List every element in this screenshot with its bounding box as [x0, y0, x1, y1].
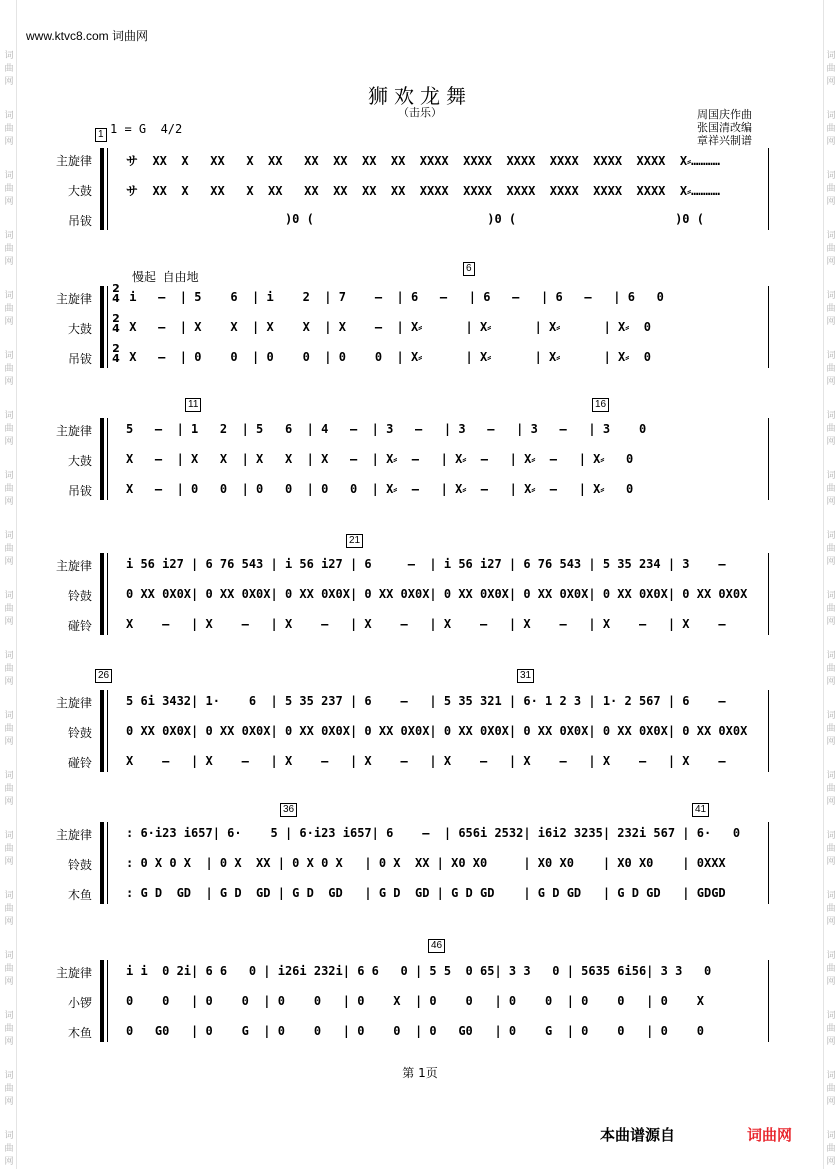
watermark-char: 词: [826, 1011, 836, 1021]
key-signature: 1 = G 4/2: [110, 122, 183, 136]
watermark-char: 词: [4, 471, 14, 481]
watermark-char: 曲: [4, 424, 14, 434]
watermark-char: 网: [4, 797, 14, 807]
measure-number: 26: [95, 669, 112, 683]
measure-number: 46: [428, 939, 445, 953]
watermark-char: 网: [4, 497, 14, 507]
instrument-label: 大鼓: [67, 184, 92, 198]
watermark-char: 曲: [4, 784, 14, 794]
system-brace: [100, 418, 107, 500]
system-brace: [100, 690, 107, 772]
watermark-char: 网: [4, 557, 14, 567]
watermark-char: 网: [826, 317, 836, 327]
instrument-label: 木鱼: [67, 888, 92, 902]
measure-number: 1: [95, 128, 107, 142]
instrument-label: 主旋律: [55, 696, 92, 710]
watermark-char: 曲: [826, 1144, 836, 1154]
watermark-char: 词: [4, 531, 14, 541]
watermark-char: 词: [4, 111, 14, 121]
watermark-char: 词: [4, 231, 14, 241]
page-title: 狮欢龙舞: [368, 84, 472, 108]
watermark-char: 曲: [4, 484, 14, 494]
watermark-char: 曲: [4, 124, 14, 134]
watermark-char: 词: [4, 1071, 14, 1081]
watermark-char: 词: [4, 591, 14, 601]
subtitle: （击乐）: [398, 106, 442, 119]
instrument-label: 大鼓: [67, 454, 92, 468]
system-line: [107, 148, 110, 230]
watermark-char: 曲: [826, 1084, 836, 1094]
measure-number: 36: [280, 803, 297, 817]
watermark-char: 词: [826, 171, 836, 181]
instrument-label: 大鼓: [67, 322, 92, 336]
watermark-char: 曲: [826, 604, 836, 614]
time-sig-num: 2: [112, 342, 120, 355]
watermark-char: 曲: [826, 124, 836, 134]
watermark-char: 网: [4, 677, 14, 687]
watermark-char: 网: [826, 977, 836, 987]
watermark-char: 网: [826, 917, 836, 927]
watermark-char: 曲: [826, 1024, 836, 1034]
watermark-char: 网: [4, 617, 14, 627]
watermark-char: 词: [826, 111, 836, 121]
watermark-char: 曲: [4, 904, 14, 914]
watermark-char: 词: [826, 351, 836, 361]
watermark-char: 词: [4, 51, 14, 61]
watermark-char: 曲: [826, 904, 836, 914]
watermark-char: 曲: [826, 784, 836, 794]
instrument-label: 主旋律: [55, 292, 92, 306]
watermark-char: 曲: [4, 544, 14, 554]
watermark-char: 曲: [4, 724, 14, 734]
watermark-char: 曲: [826, 184, 836, 194]
system-line: [107, 690, 110, 772]
watermark-char: 词: [4, 651, 14, 661]
watermark-char: 词: [826, 651, 836, 661]
instrument-label: 主旋律: [55, 424, 92, 438]
notation-line: X – | 0 0 | 0 0 | 0 0 | X⸗ | X⸗ | X⸗ | X⸗ 0: [122, 350, 651, 364]
instrument-label: 主旋律: [55, 154, 92, 168]
system-brace: [100, 148, 107, 230]
watermark-char: 网: [826, 1037, 836, 1047]
instrument-label: 小锣: [67, 996, 92, 1010]
watermark-char: 曲: [826, 304, 836, 314]
watermark-char: 词: [4, 351, 14, 361]
instrument-label: 碰铃: [67, 756, 92, 770]
system-line: [107, 553, 110, 635]
system-line: [107, 286, 110, 368]
watermark-char: 曲: [4, 1084, 14, 1094]
watermark-char: 网: [826, 677, 836, 687]
notation-line: i – | 5 6 | i 2 | 7 – | 6 – | 6 – | 6 – | 6 0: [122, 290, 664, 304]
watermark-char: 词: [4, 891, 14, 901]
system-line: [107, 418, 110, 500]
notation-line: i i 0 2i| 6 6 0 | i26i 232i| 6 6 0 | 5 5 0 65| 3 3 0 | 5635 6i56| 3 3 0: [126, 964, 712, 978]
watermark-char: 曲: [826, 724, 836, 734]
watermark-char: 词: [4, 411, 14, 421]
instrument-label: 木鱼: [67, 1026, 92, 1040]
watermark-char: 曲: [826, 424, 836, 434]
watermark-char: 词: [826, 471, 836, 481]
watermark-char: 网: [826, 77, 836, 87]
measure-number: 41: [692, 803, 709, 817]
watermark-char: 曲: [826, 364, 836, 374]
watermark-char: 网: [4, 257, 14, 267]
watermark-char: 词: [826, 531, 836, 541]
watermark-char: 词: [4, 1011, 14, 1021]
watermark-char: 词: [4, 831, 14, 841]
watermark-char: 曲: [826, 244, 836, 254]
watermark-char: 网: [826, 1157, 836, 1167]
instrument-label: 铃鼓: [67, 589, 92, 603]
watermark-char: 网: [4, 197, 14, 207]
watermark-char: 词: [4, 771, 14, 781]
watermark-char: 网: [826, 857, 836, 867]
notation-line: : 6·i23 i657| 6· 5 | 6·i23 i657| 6 – | 656i 2532| i6i2 3235| 232i 567 | 6· 0: [126, 826, 741, 840]
instrument-label: 主旋律: [55, 966, 92, 980]
notation-line: X – | X X | X X | X – | X⸗ – | X⸗ – | X⸗ – | X⸗ 0: [126, 452, 634, 466]
notation-line: : 0 X 0 X | 0 X XX | 0 X 0 X | 0 X XX | X0 X0 | X0 X0 | X0 X0 | 0XXX: [126, 856, 726, 870]
watermark-char: 网: [4, 317, 14, 327]
watermark-char: 词: [826, 291, 836, 301]
watermark-char: 词: [826, 951, 836, 961]
watermark-char: 词: [826, 891, 836, 901]
watermark-char: 词: [826, 1071, 836, 1081]
notation-line: 0 XX 0X0X| 0 XX 0X0X| 0 XX 0X0X| 0 XX 0X0X| 0 XX 0X0X| 0 XX 0X0X| 0 XX 0X0X| 0 XX 0X0X: [126, 587, 748, 601]
notation-line: X – | X – | X – | X – | X – | X – | X – | X –: [126, 617, 726, 631]
watermark-char: 网: [4, 77, 14, 87]
watermark-char: 曲: [4, 664, 14, 674]
instrument-label: 吊钹: [67, 484, 92, 498]
watermark-char: 词: [826, 771, 836, 781]
instrument-label: 吊钹: [67, 214, 92, 228]
watermark-char: 词: [826, 51, 836, 61]
arranger-credit: 张国清改编: [697, 121, 752, 134]
watermark-char: 曲: [4, 64, 14, 74]
time-signature: [112, 314, 120, 334]
instrument-label: 吊钹: [67, 352, 92, 366]
notation-line: )0 ( )0 ( )0 (: [126, 212, 704, 226]
instrument-label: 碰铃: [67, 619, 92, 633]
watermark-char: 词: [826, 231, 836, 241]
watermark-char: 曲: [4, 1024, 14, 1034]
watermark-char: 词: [826, 591, 836, 601]
composer-credit: 周国庆作曲: [697, 108, 752, 121]
system-line: [107, 822, 110, 904]
watermark-char: 曲: [826, 664, 836, 674]
watermark-char: 网: [826, 257, 836, 267]
watermark-char: 词: [4, 1131, 14, 1141]
watermark-char: 网: [4, 917, 14, 927]
time-sig-den: 4: [112, 322, 120, 335]
watermark-char: 曲: [826, 484, 836, 494]
system-line: [107, 960, 110, 1042]
watermark-char: 网: [4, 1157, 14, 1167]
watermark-char: 词: [4, 711, 14, 721]
notation-line: 5 – | 1 2 | 5 6 | 4 – | 3 – | 3 – | 3 – | 3 0: [126, 422, 647, 436]
time-sig-den: 4: [112, 292, 120, 305]
transcriber-credit: 章祥兴制谱: [697, 134, 752, 147]
watermark-char: 曲: [4, 1144, 14, 1154]
notation-line: 5 6i 3432| 1· 6 | 5 35 237 | 6 – | 5 35 321 | 6· 1 2 3 | 1· 2 567 | 6 –: [126, 694, 726, 708]
watermark-char: 词: [826, 1131, 836, 1141]
system-brace: [100, 822, 107, 904]
system-brace: [100, 960, 107, 1042]
measure-number: 16: [592, 398, 609, 412]
notation-line: 0 0 | 0 0 | 0 0 | 0 X | 0 0 | 0 0 | 0 0 | 0 X: [126, 994, 704, 1008]
measure-number: 21: [346, 534, 363, 548]
watermark-char: 曲: [826, 964, 836, 974]
watermark-char: 词: [4, 291, 14, 301]
watermark-char: 网: [4, 857, 14, 867]
watermark-char: 曲: [4, 964, 14, 974]
page-number: 第 1页: [402, 1066, 438, 1080]
notation-line: i 56 i27 | 6 76 543 | i 56 i27 | 6 – | i 56 i27 | 6 76 543 | 5 35 234 | 3 –: [126, 557, 726, 571]
watermark-char: 词: [826, 411, 836, 421]
brand-link[interactable]: 词曲网: [747, 1126, 793, 1144]
notation-line: サ XX X XX X XX XX XX XX XX XXXX XXXX XXXX XXXX XXXX XXXX X⸗…………: [126, 154, 720, 168]
watermark-char: 网: [4, 377, 14, 387]
watermark-char: 曲: [4, 844, 14, 854]
notation-line: X – | X X | X X | X – | X⸗ | X⸗ | X⸗ | X⸗ 0: [122, 320, 651, 334]
notation-line: : G D GD | G D GD | G D GD | G D GD | G D GD | G D GD | G D GD | GDGD: [126, 886, 726, 900]
watermark-char: 网: [826, 437, 836, 447]
watermark-char: 曲: [4, 304, 14, 314]
instrument-label: 铃鼓: [67, 858, 92, 872]
time-signature: [112, 284, 120, 304]
watermark-char: 网: [826, 137, 836, 147]
source-label: 本曲谱源自: [600, 1126, 676, 1144]
notation-line: X – | 0 0 | 0 0 | 0 0 | X⸗ – | X⸗ – | X⸗ – | X⸗ 0: [126, 482, 634, 496]
instrument-label: 铃鼓: [67, 726, 92, 740]
time-sig-num: 2: [112, 282, 120, 295]
system-brace: [100, 286, 107, 368]
watermark-char: 曲: [4, 604, 14, 614]
watermark-char: 网: [4, 977, 14, 987]
notation-line: サ XX X XX X XX XX XX XX XX XXXX XXXX XXXX XXXX XXXX XXXX X⸗…………: [126, 184, 720, 198]
instrument-label: 主旋律: [55, 559, 92, 573]
watermark-char: 网: [826, 617, 836, 627]
watermark-char: 曲: [826, 844, 836, 854]
watermark-char: 网: [4, 737, 14, 747]
watermark-char: 词: [4, 951, 14, 961]
watermark-char: 曲: [826, 64, 836, 74]
watermark-char: 曲: [4, 184, 14, 194]
watermark-char: 网: [4, 137, 14, 147]
watermark-char: 曲: [4, 364, 14, 374]
watermark-char: 网: [826, 797, 836, 807]
notation-line: 0 XX 0X0X| 0 XX 0X0X| 0 XX 0X0X| 0 XX 0X0X| 0 XX 0X0X| 0 XX 0X0X| 0 XX 0X0X| 0 XX 0X0X: [126, 724, 748, 738]
watermark-char: 网: [826, 197, 836, 207]
watermark-char: 网: [826, 557, 836, 567]
measure-number: 6: [463, 262, 475, 276]
watermark-char: 网: [4, 1097, 14, 1107]
watermark-char: 网: [4, 1037, 14, 1047]
watermark-char: 曲: [826, 544, 836, 554]
watermark-char: 网: [826, 737, 836, 747]
instrument-label: 主旋律: [55, 828, 92, 842]
measure-number: 31: [517, 669, 534, 683]
measure-number: 11: [185, 398, 201, 412]
watermark-char: 曲: [4, 244, 14, 254]
site-header[interactable]: www.ktvc8.com 词曲网: [26, 29, 149, 43]
time-signature: [112, 344, 120, 364]
watermark-char: 网: [826, 377, 836, 387]
time-sig-den: 4: [112, 352, 120, 365]
watermark-char: 网: [826, 1097, 836, 1107]
watermark-char: 词: [826, 831, 836, 841]
watermark-char: 词: [826, 711, 836, 721]
watermark-char: 网: [826, 497, 836, 507]
system-brace: [100, 553, 107, 635]
tempo-marking: 慢起 自由地: [132, 270, 199, 284]
notation-line: 0 G0 | 0 G | 0 0 | 0 0 | 0 G0 | 0 G | 0 0 | 0 0: [126, 1024, 704, 1038]
watermark-char: 词: [4, 171, 14, 181]
watermark-char: 网: [4, 437, 14, 447]
notation-line: X – | X – | X – | X – | X – | X – | X – | X –: [126, 754, 726, 768]
time-sig-num: 2: [112, 312, 120, 325]
